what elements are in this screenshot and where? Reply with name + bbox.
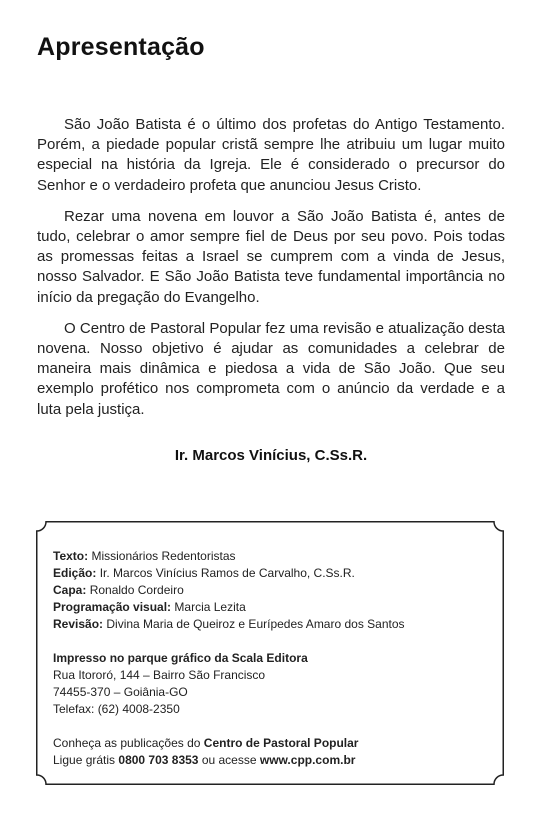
credit-programacao (53, 599, 493, 616)
paragraph-3: O Centro de Pastoral Popular fez uma revisão e atualização desta novena. Nosso objetivo é ajudar as comunidades a celebrar de maneira mais dinâmica e piedosa a vida de São João. Que seu exemplo profético nos comprometa com o anúncio da verdade e a luta pela justiça. (37, 319, 505, 418)
credit-edicao-label: Edição: (53, 566, 97, 580)
credit-revisao-value: Divina Maria de Queiroz e Eurípedes Amaro dos Santos (106, 617, 405, 631)
phone-line: Telefax: (62) 4008-2350 (53, 702, 180, 716)
call-middle: ou acesse (201, 753, 257, 767)
credits-block (53, 548, 493, 769)
paragraph-1: São João Batista é o último dos profetas do Antigo Testamento. Porém, a piedade popular cristã sempre lhe atribuiu um lugar muito especial na história da Igreja. Ele é considerado o precursor do Senhor e o verdadeiro profeta que anunciou Jesus Cristo. (37, 116, 505, 194)
printer-line (53, 650, 493, 667)
body-text (37, 115, 505, 431)
credit-capa (53, 582, 493, 599)
call-prefix: Ligue grátis (53, 753, 116, 767)
paragraph-2: Rezar uma novena em louvor a São João Batista é, antes de tudo, celebrar o amor sempre fiel de Deus por seu povo. Pois todas as promessas feitas a Israel se cumprem com a vinda de Jesus, nosso Salvador. E São João Batista teve fundamental importância no início da pregação do Evangelho. (37, 207, 505, 306)
signature: Ir. Marcos Vinícius, C.Ss.R. (174, 447, 368, 464)
credit-edicao-value: Ir. Marcos Vinícius Ramos de Carvalho, C.Ss.R. (99, 566, 355, 580)
address-line-2: 74455-370 – Goiânia-GO (53, 685, 188, 699)
page-title: Apresentação (37, 33, 205, 61)
promo-name: Centro de Pastoral Popular (203, 736, 359, 750)
promo-line (53, 735, 493, 752)
credit-revisao-label: Revisão: (53, 617, 104, 631)
credit-texto-value: Missionários Redentoristas (91, 549, 236, 563)
printer-text: Impresso no parque gráfico da Scala Editora (53, 651, 308, 665)
credit-texto-label: Texto: (53, 549, 89, 563)
call-line (53, 752, 493, 769)
address-line-1: Rua Itororó, 144 – Bairro São Francisco (53, 668, 266, 682)
credit-programacao-value: Marcia Lezita (174, 600, 246, 614)
promo-prefix: Conheça as publicações do (53, 736, 201, 750)
credit-texto (53, 548, 493, 565)
credit-edicao (53, 565, 493, 582)
phone-number: 0800 703 8353 (118, 753, 199, 767)
credit-capa-value: Ronaldo Cordeiro (89, 583, 184, 597)
credit-programacao-label: Programação visual: (53, 600, 172, 614)
credit-capa-label: Capa: (53, 583, 87, 597)
website-link[interactable]: www.cpp.com.br (259, 753, 356, 767)
credit-revisao (53, 616, 493, 633)
